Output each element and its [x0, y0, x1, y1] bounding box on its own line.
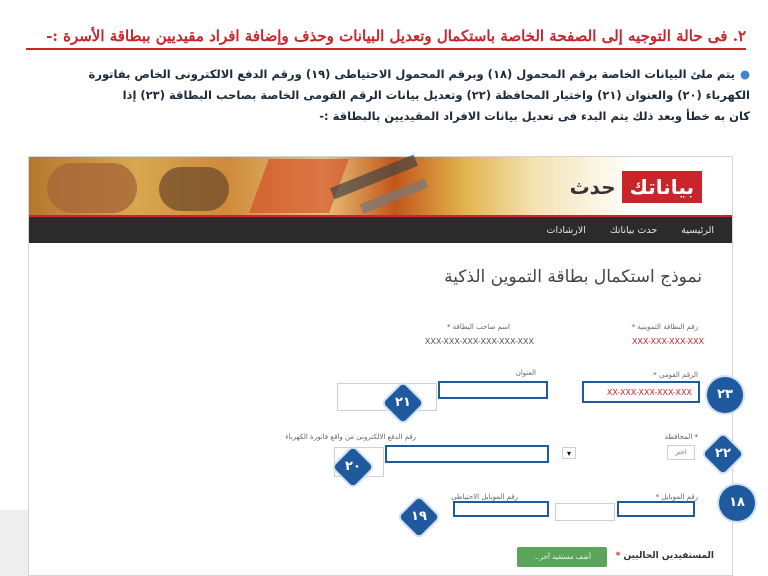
logo-word-hadeth: حدث: [569, 175, 616, 199]
heading-underline: [26, 48, 746, 50]
badge-national-id: ٢٣: [707, 377, 743, 413]
nav-guidelines[interactable]: الارشادات: [546, 224, 586, 236]
instructions-heading: [26, 22, 746, 50]
governorate-select[interactable]: اختر: [667, 445, 695, 460]
governorate-label: * المحافظة: [664, 433, 698, 441]
nav-update-data[interactable]: حدث بياناتك: [609, 224, 658, 236]
badge-mobile: ١٨: [719, 485, 755, 521]
logo-word-bayanatak: بياناتك: [622, 171, 702, 203]
chevron-down-icon[interactable]: ▾: [562, 447, 576, 459]
mobile-input-extension[interactable]: [555, 503, 615, 521]
badge-address: ٢١: [383, 383, 423, 423]
site-banner: [29, 157, 732, 215]
banner-bread-image: [159, 167, 229, 211]
national-id-input[interactable]: [582, 381, 700, 403]
bullet-line: الكهرباء (٢٠) والعنوان (٢١) واختيار المحافظة (٢٢) وتعديل بيانات الرقم القومى الخاصة بصاحب البطاقة (٢٣) إذا: [122, 88, 750, 102]
backup-mobile-input[interactable]: [453, 501, 549, 517]
holder-name-value: XXX-XXX-XXX-XXX-XXX-XXX: [424, 337, 534, 346]
page-edge: [0, 510, 28, 576]
beneficiaries-label: المستفيدين الحاليين *: [615, 551, 714, 561]
form-title: نموذج استكمال بطاقة التموين الذكية: [444, 267, 702, 287]
holder-name-label: اسم صاحب البطاقة *: [446, 323, 510, 331]
card-number-label: رقم البطاقة التموينية *: [631, 323, 698, 331]
mobile-label: رقم الموبايل *: [655, 493, 698, 501]
nav-home[interactable]: الرئيسية: [681, 224, 714, 236]
website-screenshot: [28, 156, 745, 576]
card-number-value: XXX-XXX-XXX-XXX: [631, 337, 704, 346]
badge-backup-mobile: ١٩: [399, 497, 439, 537]
banner-grain-image: [47, 163, 137, 213]
epay-label: رقم الدفع الالكترونى من واقع فاتورة الكهرباء: [285, 433, 416, 441]
mobile-input[interactable]: [617, 501, 695, 517]
heading-text: ٢. فى حالة التوجيه إلى الصفحة الخاصة باستكمال وتعديل البيانات وحذف وإضافة افراد مقيديين ببطاقة الأسرة :-: [46, 27, 746, 45]
badge-governorate: ٢٢: [703, 434, 743, 474]
bullet-dot-icon: ●: [739, 67, 750, 81]
national-id-value: XX-XXX-XXX-XXX-XXX: [606, 388, 692, 397]
site-logo[interactable]: [570, 171, 702, 203]
site-navbar: [29, 215, 732, 243]
bullet-line: ●يتم ملئ البيانات الخاصة برقم المحمول (١٨) وبرقم المحمول الاحتياطى (١٩) ورقم الدفع الالكترونى الخاص بفاتورة: [88, 67, 750, 81]
bullet-line: كان به خطأ وبعد ذلك يتم البدء فى تعديل بيانات الافراد المقيديين بالبطاقة :-: [319, 109, 750, 123]
epay-input[interactable]: [385, 445, 549, 463]
national-id-label: الرقم القومى *: [653, 371, 698, 379]
badge-epay: ٢٠: [333, 447, 373, 487]
add-beneficiary-button[interactable]: أضف مستفيد آخر...: [517, 547, 607, 567]
address-input[interactable]: [438, 381, 548, 399]
backup-mobile-label: رقم الموبايل الاحتياطى: [451, 493, 518, 501]
address-label: العنوان: [515, 369, 536, 377]
instructions-bullet: [15, 64, 750, 127]
